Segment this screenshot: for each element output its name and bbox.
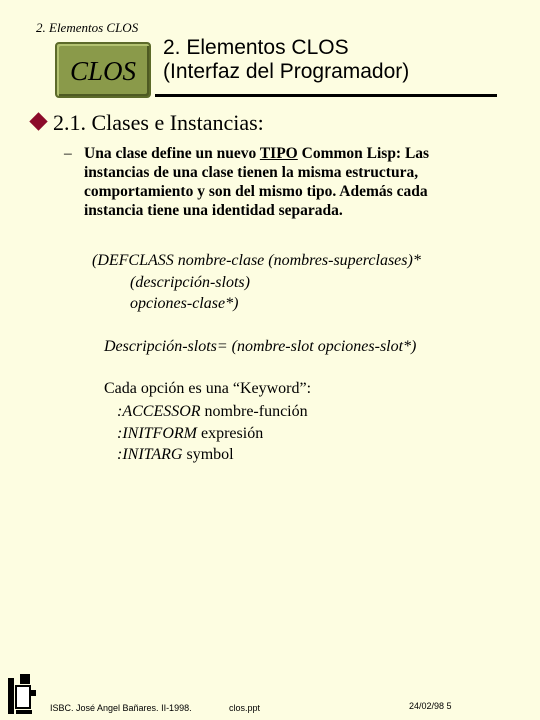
options-intro: Cada opción es una “Keyword”: [104,380,312,397]
slide-title [163,36,409,84]
footer-file: clos.ppt [229,703,261,713]
option-initform [117,423,263,444]
definition-text [84,144,446,220]
university-logo-icon [6,672,38,716]
defclass-line-2: (descripción-slots) [130,274,250,291]
defclass-line-3: opciones-clase*) [130,295,239,312]
title-underline-rule [155,94,497,97]
clos-logo-box [55,42,151,98]
defclass-line-1: (DEFCLASS nombre-clase (nombres-superclases)* [92,252,421,269]
header-small-title: 2. Elementos CLOS [36,20,139,35]
section-heading-text: 2.1. Clases e Instancias: [53,110,264,135]
clos-logo-text: CLOS [69,56,137,86]
footer-date-page: 24/02/98 5 [409,701,452,711]
option-keyword: :ACCESSOR [117,403,201,420]
definition-tipo: TIPO [259,145,298,162]
definition-text-a: Una clase define un nuevo [84,145,260,162]
diamond-bullet-icon [29,112,47,130]
definition-paragraph [66,144,446,220]
footer-author: ISBC. José Angel Bañares. II-1998. [50,703,192,713]
option-argument: symbol [182,446,234,463]
option-initarg [117,444,234,465]
dash-bullet: – [64,145,72,162]
option-keyword: :INITFORM [117,425,197,442]
option-accessor [117,401,308,422]
option-argument: nombre-función [200,403,308,420]
slide-title-line2: (Interfaz del Programador) [163,60,410,83]
option-argument: expresión [196,425,264,442]
slots-description-line: Descripción-slots= (nombre-slot opciones-slot*) [104,338,417,355]
definition-text-b: Common Lisp: Las instancias de una clase tienen la misma estructura, comportamiento y son del mismo tipo. Además cada instancia tiene una identidad separada. [84,145,430,219]
option-keyword: :INITARG [117,446,183,463]
slide-title-line1: 2. Elementos CLOS [163,36,349,59]
section-heading [32,110,264,136]
